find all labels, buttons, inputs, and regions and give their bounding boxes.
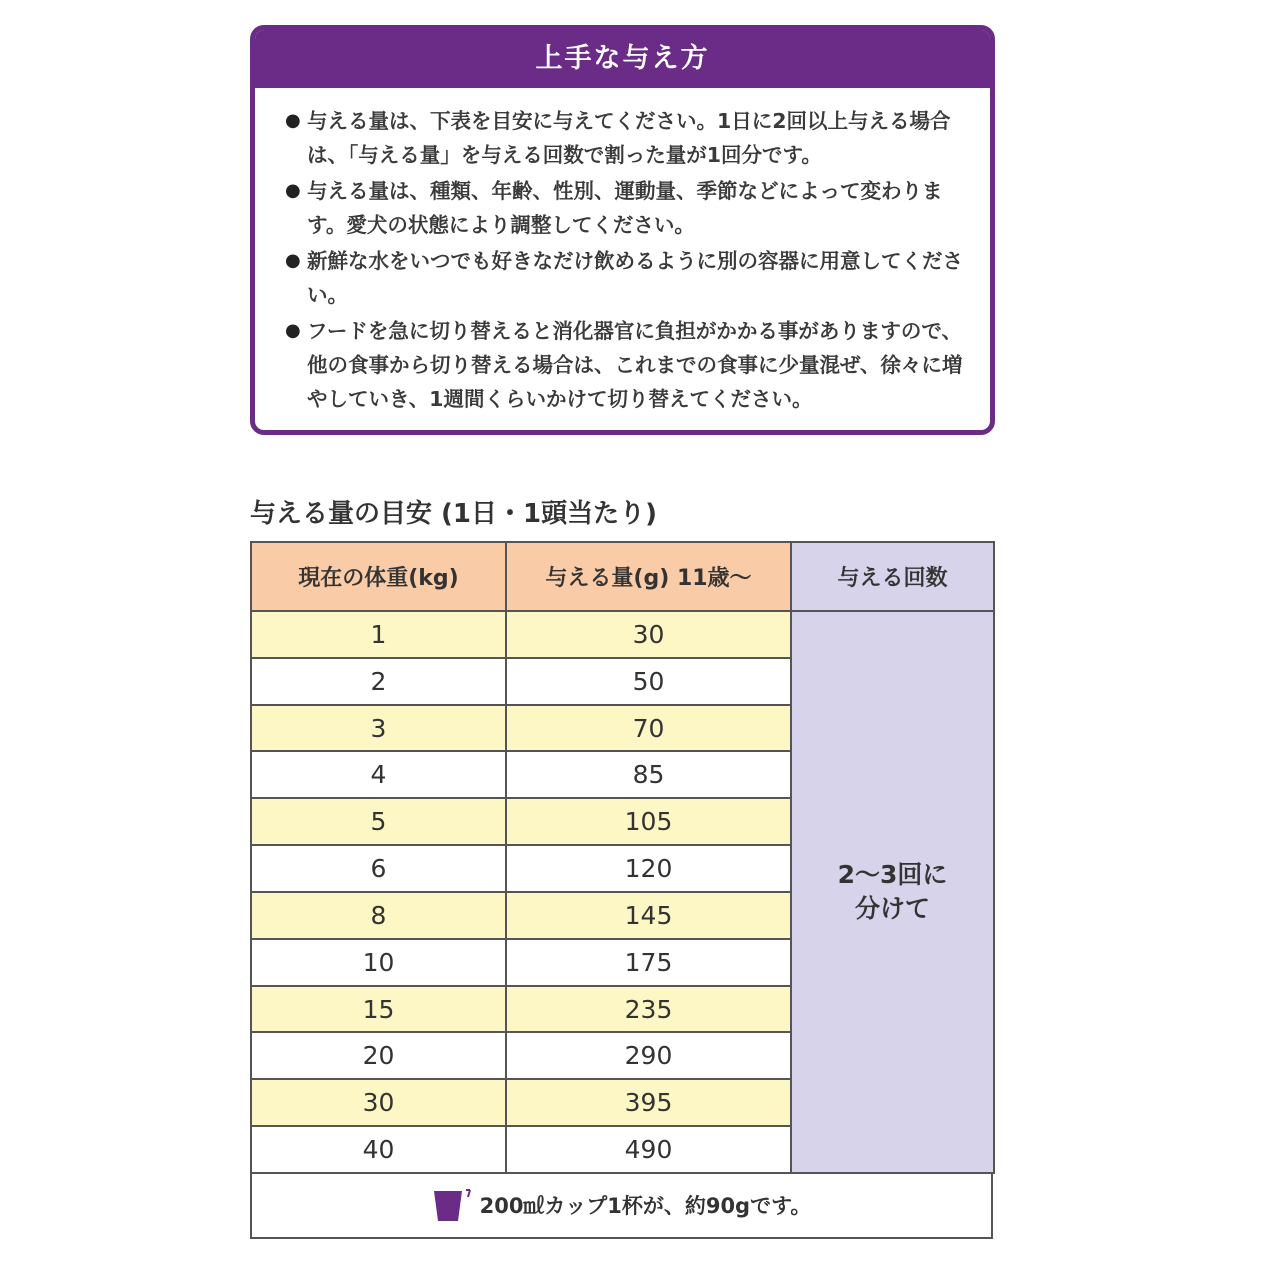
tip-item [285,244,966,312]
table-body [251,611,994,1173]
feeding-amount-table [250,541,995,1174]
tip-item [285,104,966,172]
weight-cell: 1 [251,611,506,658]
amount-cell: 175 [506,939,791,986]
tip-text: 新鮮な水をいつでも好きなだけ飲めるように別の容器に用意してください。 [307,249,963,307]
weight-cell: 40 [251,1126,506,1173]
amount-cell: 30 [506,611,791,658]
weight-cell: 3 [251,705,506,752]
weight-cell: 6 [251,845,506,892]
amount-cell: 105 [506,798,791,845]
amount-cell: 490 [506,1126,791,1173]
tip-item [285,174,966,242]
amount-cell: 290 [506,1032,791,1079]
bullet-icon: ● [285,320,301,341]
tip-item [285,314,966,416]
weight-cell: 20 [251,1032,506,1079]
table-header-row [251,542,994,611]
frequency-cell [791,611,994,1173]
header-frequency: 与える回数 [791,542,994,611]
header-amount: 与える量(g) 11歳～ [506,542,791,611]
weight-cell: 5 [251,798,506,845]
frequency-line: 2～3回に [837,860,948,889]
bullet-icon: ● [285,250,301,271]
tip-text: 与える量は、下表を目安に与えてください。1日に2回以上与える場合は、「与える量」を与える回数で割った量が1回分です。 [307,109,951,167]
weight-cell: 15 [251,986,506,1033]
feeding-table-title: 与える量の目安 (1日・1頭当たり) [250,499,657,529]
frequency-line: 分けて [854,894,930,923]
amount-cell: 395 [506,1079,791,1126]
weight-cell: 30 [251,1079,506,1126]
amount-cell: 145 [506,892,791,939]
feeding-tips-box [250,25,995,435]
table-row [251,611,994,658]
cup-footnote [250,1173,993,1239]
bullet-icon: ● [285,110,301,131]
weight-cell: 2 [251,658,506,705]
weight-cell: 4 [251,751,506,798]
amount-cell: 50 [506,658,791,705]
tip-text: 与える量は、種類、年齢、性別、運動量、季節などによって変わります。愛犬の状態により調整してください。 [307,179,943,237]
footnote-text: 200㎖カップ1杯が、約90gです。 [479,1194,812,1218]
tips-title: 上手な与え方 [255,30,990,88]
tip-text: フードを急に切り替えると消化器官に負担がかかる事がありますので、他の食事から切り替える場合は、これまでの食事に少量混ぜ、徐々に増やしていき、1週間くらいかけて切り替えてください。 [307,319,963,411]
amount-cell: 235 [506,986,791,1033]
header-weight: 現在の体重(kg) [251,542,506,611]
weight-cell: 10 [251,939,506,986]
bullet-icon: ● [285,180,301,201]
amount-cell: 70 [506,705,791,752]
amount-cell: 120 [506,845,791,892]
weight-cell: 8 [251,892,506,939]
tips-list [255,88,990,416]
amount-cell: 85 [506,751,791,798]
cup-icon [432,1187,472,1223]
